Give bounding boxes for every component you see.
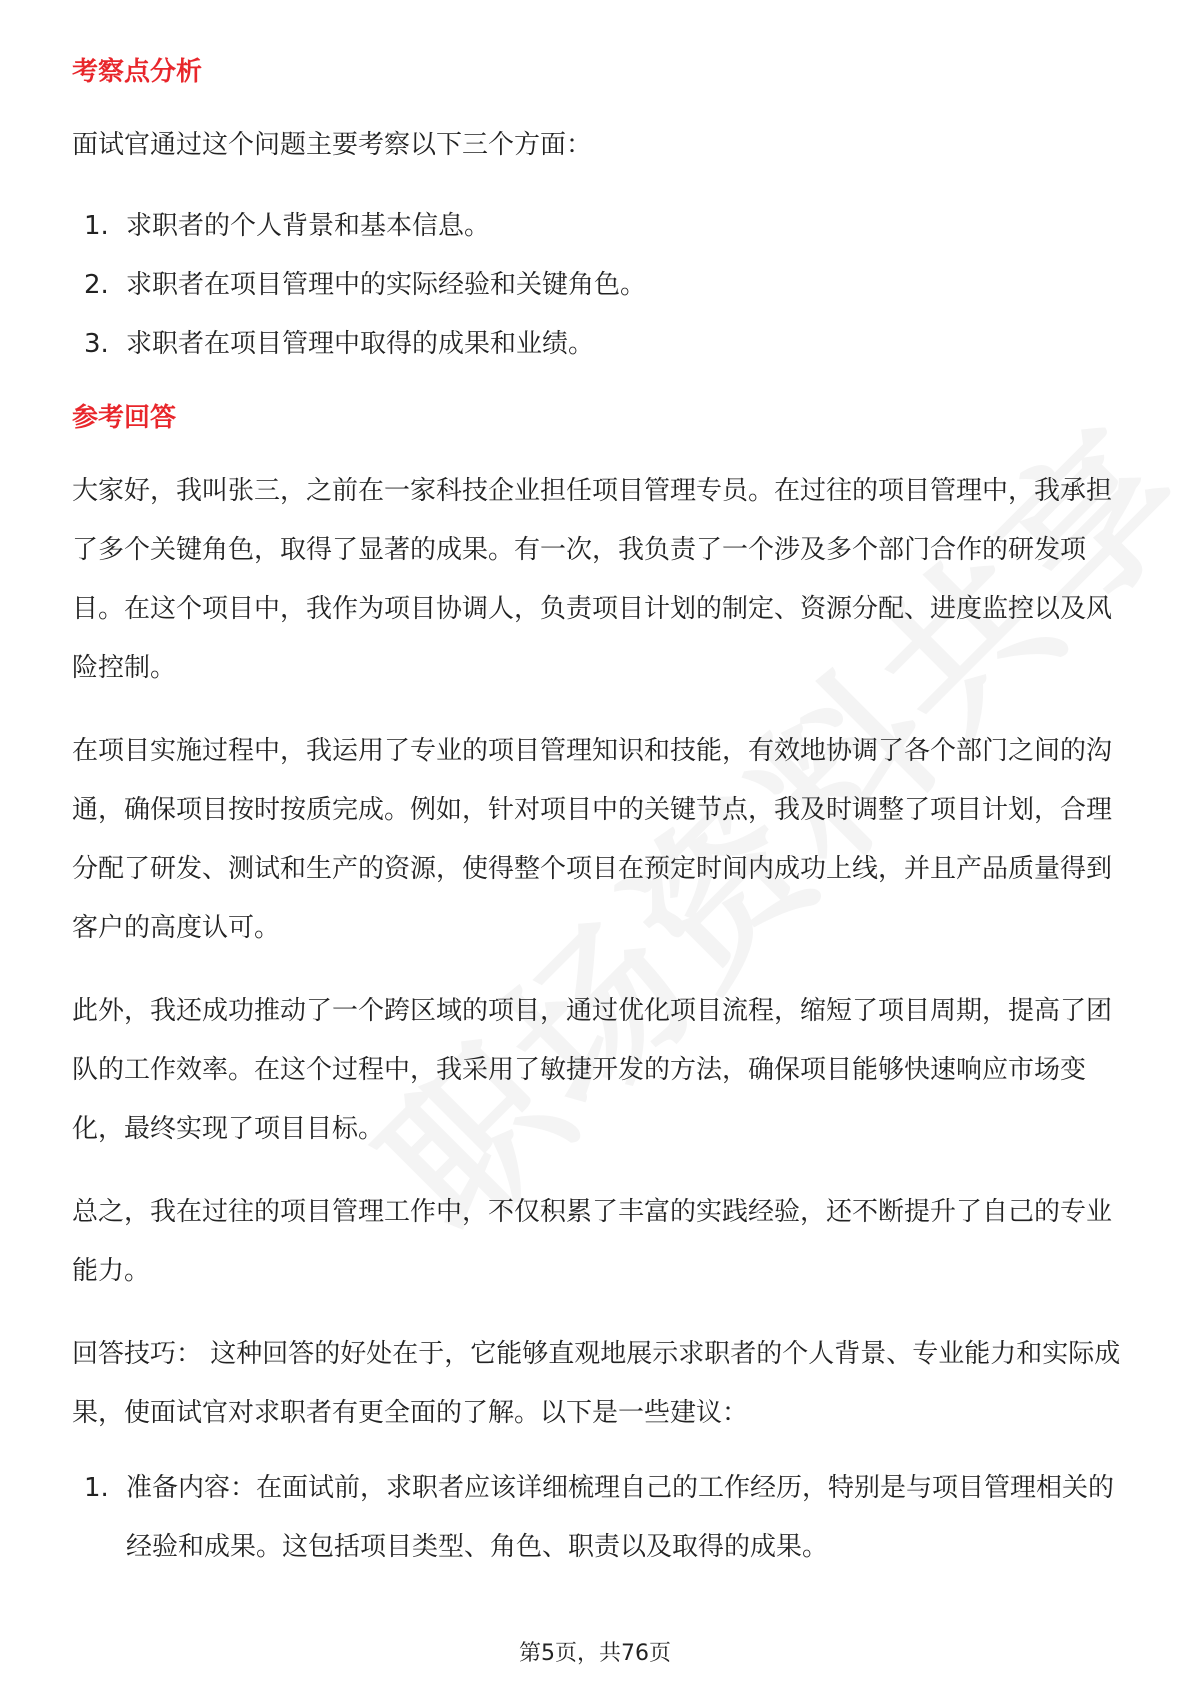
answer-tips-intro: 回答技巧： 这种回答的好处在于，它能够直观地展示求职者的个人背景、专业能力和实际成果，使面试官对求职者有更全面的了解。以下是一些建议： xyxy=(72,1339,1121,1428)
list-item xyxy=(72,315,1122,374)
list-item xyxy=(72,1459,1122,1577)
answer-paragraph: 在项目实施过程中，我运用了专业的项目管理知识和技能，有效地协调了各个部门之间的沟通，确保项目按时按质完成。例如，针对项目中的关键节点，我及时调整了项目计划，合理分配了研发、测试和生产的资源，使得整个项目在预定时间内成功上线，并且产品质量得到客户的高度认可。 xyxy=(72,736,1113,943)
list-item-text: 准备内容：在面试前，求职者应该详细梳理自己的工作经历，特别是与项目管理相关的经验和成果。这包括项目类型、角色、职责以及取得的成果。 xyxy=(126,1473,1115,1562)
page-content xyxy=(72,48,1122,1577)
list-item-text: 求职者的个人背景和基本信息。 xyxy=(126,211,491,241)
list-item-number: 1. xyxy=(84,1473,109,1503)
section-heading-analysis: 考察点分析 xyxy=(72,57,203,87)
answer-paragraph: 此外，我还成功推动了一个跨区域的项目，通过优化项目流程，缩短了项目周期，提高了团队的工作效率。在这个过程中，我采用了敏捷开发的方法，确保项目能够快速响应市场变化，最终实现了项目目标。 xyxy=(72,996,1113,1144)
tips-list xyxy=(72,1459,1122,1577)
list-item-text: 求职者在项目管理中取得的成果和业绩。 xyxy=(126,329,595,359)
page-footer: 第5页，共76页 xyxy=(519,1641,671,1666)
list-item xyxy=(72,197,1122,256)
answer-paragraph: 总之，我在过往的项目管理工作中，不仅积累了丰富的实践经验，还不断提升了自己的专业能力。 xyxy=(72,1197,1113,1286)
section-heading-reference-answer: 参考回答 xyxy=(72,403,177,433)
list-item xyxy=(72,256,1122,315)
list-item-number: 2. xyxy=(84,270,109,300)
list-item-number: 3. xyxy=(84,329,109,359)
list-item-text: 求职者在项目管理中的实际经验和关键角色。 xyxy=(126,270,647,300)
list-item-number: 1. xyxy=(84,211,109,241)
analysis-intro: 面试官通过这个问题主要考察以下三个方面： xyxy=(72,130,593,160)
answer-paragraph: 大家好，我叫张三，之前在一家科技企业担任项目管理专员。在过往的项目管理中，我承担了多个关键角色，取得了显著的成果。有一次，我负责了一个涉及多个部门合作的研发项目。在这个项目中，我作为项目协调人，负责项目计划的制定、资源分配、进度监控以及风险控制。 xyxy=(72,476,1113,683)
analysis-list xyxy=(72,197,1122,374)
